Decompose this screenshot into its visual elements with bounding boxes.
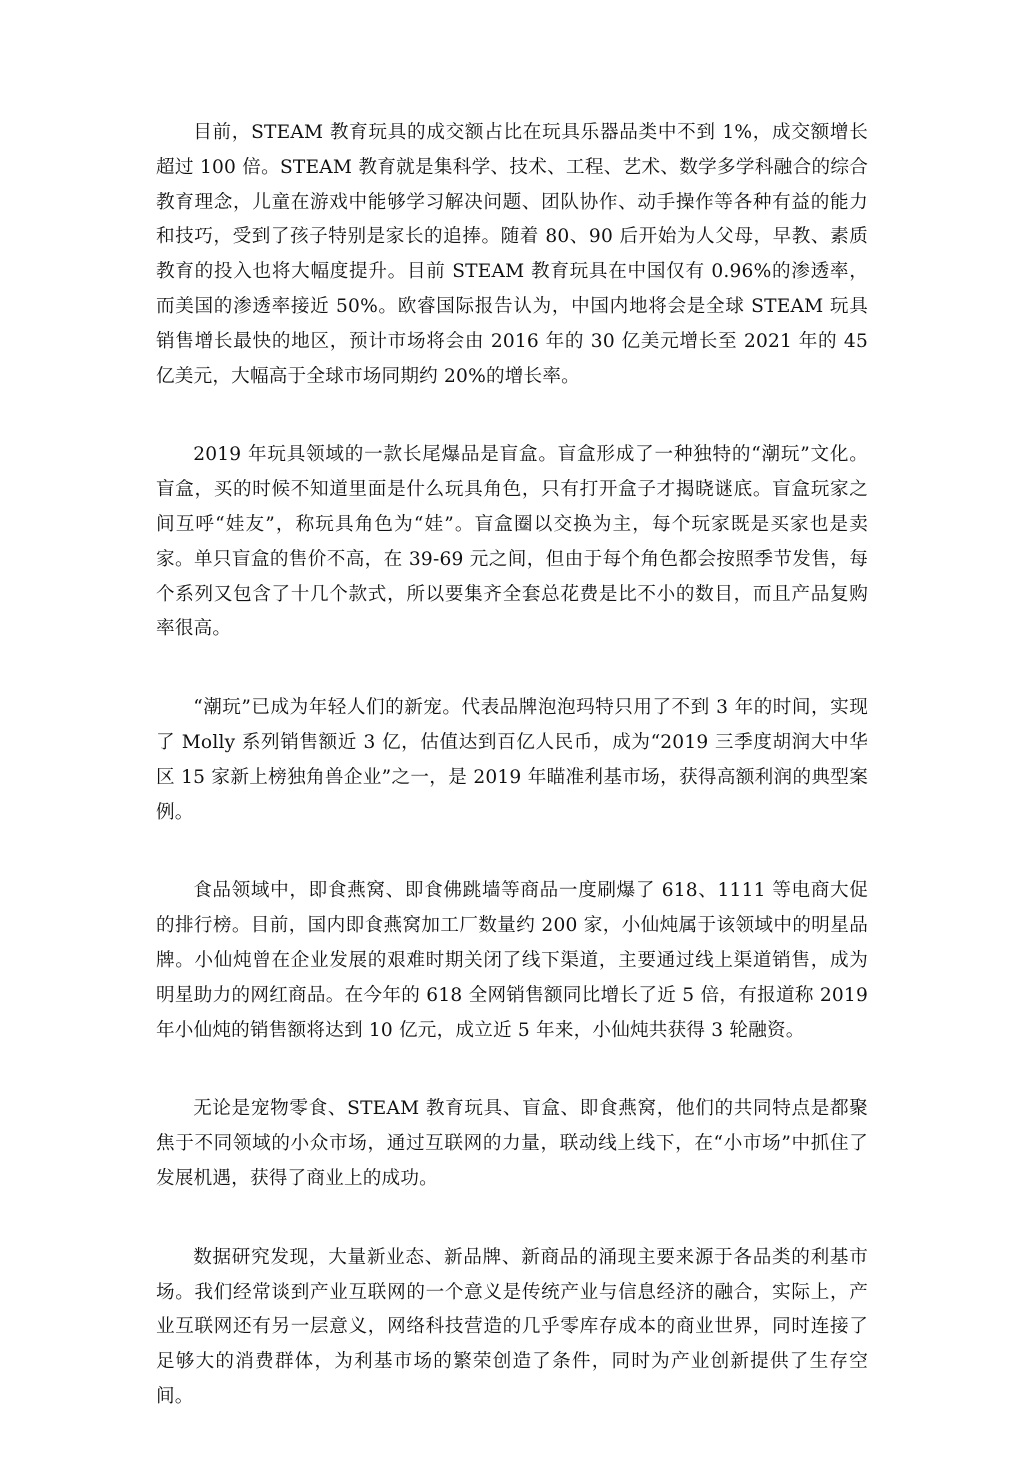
document-body [156, 116, 868, 1459]
paragraph-steam-toys: 目前，STEAM 教育玩具的成交额占比在玩具乐器品类中不到 1%，成交额增长超过 100 倍。STEAM 教育就是集科学、技术、工程、艺术、数学多学科融合的综合教育理念，儿童在游戏中能够学习解决问题、团队协作、动手操作等各种有益的能力和技巧，受到了孩子特别是家长的追捧。随着 80、90 后开始为人父母，早教、素质教育的投入也将大幅度提升。目前 STEAM 教育玩具在中国仅有 0.96%的渗透率，而美国的渗透率接近 50%。欧睿国际报告认为，中国内地将会是全球 STEAM 玩具销售增长最快的地区，预计市场将会由 2016 年的 30 亿美元增长至 2021 年的 45 亿美元，大幅高于全球市场同期约 20%的增长率。 [156, 122, 868, 387]
paragraph-bird-nest-food: 食品领域中，即食燕窝、即食佛跳墙等商品一度刷爆了 618、1111 等电商大促的排行榜。目前，国内即食燕窝加工厂数量约 200 家，小仙炖属于该领域中的明星品牌。小仙炖曾在企业发展的艰难时期关闭了线下渠道，主要通过线上渠道销售，成为明星助力的网红商品。在今年的 618 全网销售额同比增长了近 5 倍，有报道称 2019 年小仙炖的销售额将达到 10 亿元，成立近 5 年来，小仙炖共获得 3 轮融资。 [156, 880, 868, 1041]
paragraph-trendy-toys: “潮玩”已成为年轻人们的新宠。代表品牌泡泡玛特只用了不到 3 年的时间，实现了 Molly 系列销售额近 3 亿，估值达到百亿人民币，成为“2019 三季度胡润大中华区 15 家新上榜独角兽企业”之一，是 2019 年瞄准利基市场，获得高额利润的典型案例。 [156, 697, 868, 823]
paragraph-niche-markets-summary: 无论是宠物零食、STEAM 教育玩具、盲盒、即食燕窝，他们的共同特点是都聚焦于不同领域的小众市场，通过互联网的力量，联动线上线下，在“小市场”中抓住了发展机遇，获得了商业上的成功。 [156, 1098, 868, 1189]
paragraph-blind-box: 2019 年玩具领域的一款长尾爆品是盲盒。盲盒形成了一种独特的“潮玩”文化。盲盒，买的时候不知道里面是什么玩具角色，只有打开盒子才揭晓谜底。盲盒玩家之间互呼“娃友”，称玩具角色为“娃”。盲盒圈以交换为主，每个玩家既是买家也是卖家。单只盲盒的售价不高，在 39-69 元之间，但由于每个角色都会按照季节发售，每个系列又包含了十几个款式，所以要集齐全套总花费是比不小的数目，而且产品复购率很高。 [156, 444, 868, 640]
paragraph-data-research: 数据研究发现，大量新业态、新品牌、新商品的涌现主要来源于各品类的利基市场。我们经常谈到产业互联网的一个意义是传统产业与信息经济的融合，实际上，产业互联网还有另一层意义，网络科技营造的几乎零库存成本的商业世界，同时连接了足够大的消费群体，为利基市场的繁荣创造了条件，同时为产业创新提供了生存空间。 [156, 1246, 868, 1407]
